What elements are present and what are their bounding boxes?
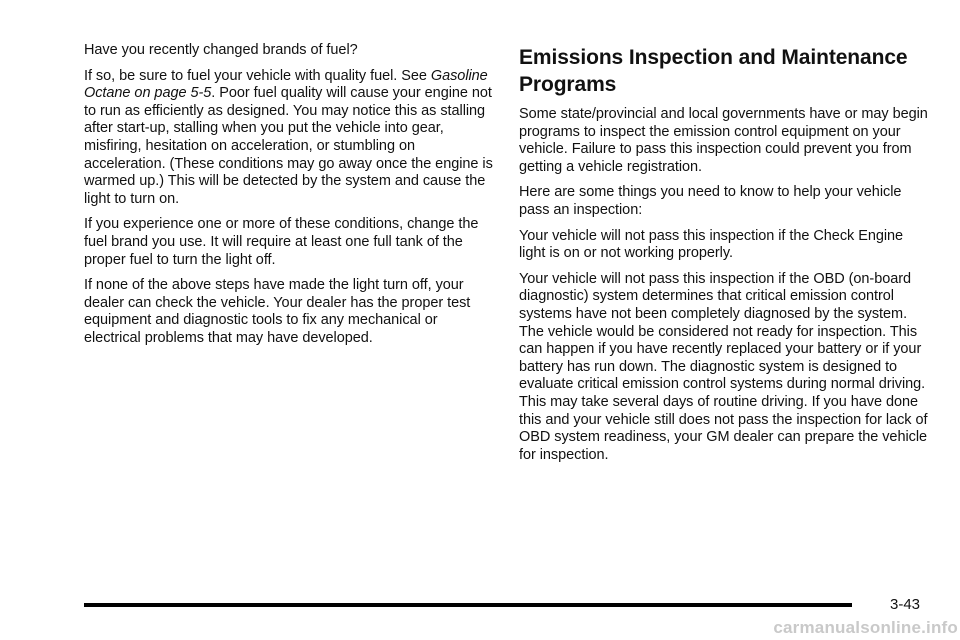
fuel-brand-question: Have you recently changed brands of fuel? [84,42,358,58]
quality-fuel-rest: . Poor fuel quality will cause your engine not to run as efficiently as designed. You may notice this as stalling after start-up, stalling when you put the vehicle into gear, misfiring, hesitation on acceleration, or stumbling on acceleration. (These conditions may go away once the engine is warmed up.) This will be detected by the system and cause the light to turn on. [84,85,493,207]
check-engine-paragraph: Your vehicle will not pass this inspection if the Check Engine light is on or not working properly. [519,227,904,262]
watermark: carmanualsonline.info [773,618,958,637]
right-column [519,44,931,472]
page-number: 3-43 [890,596,921,613]
section-heading: Emissions Inspection and Maintenance Programs [519,46,908,96]
left-column [84,42,496,356]
footer-rule [84,603,852,607]
obd-readiness-paragraph: Your vehicle will not pass this inspection if the OBD (on-board diagnostic) system determines that critical emission control systems have not been completely diagnosed by the system. The vehicle would be considered not ready for inspection. This can happen if you have recently replaced your battery or if your battery has run down. The diagnostic system is designed to evaluate critical emission control systems during normal driving. This may take several days of routine driving. If you have done this and your vehicle still does not pass the inspection for lack of OBD system readiness, your GM dealer can prepare the vehicle for inspection. [519,270,928,463]
change-fuel-paragraph: If you experience one or more of these conditions, change the fuel brand you use. It will require at least one full tank of the proper fuel to turn the light off. [84,216,479,268]
dealer-check-paragraph: If none of the above steps have made the light turn off, your dealer can check the vehicle. Your dealer has the proper test equipment and diagnostic tools to fix any mechanical or electrical problems that may have developed. [84,277,471,346]
inspection-programs-paragraph: Some state/provincial and local governments have or may begin programs to inspect the emission control equipment on your vehicle. Failure to pass this inspection could prevent you from getting a vehicle registration. [519,106,928,175]
things-to-know-paragraph: Here are some things you need to know to help your vehicle pass an inspection: [519,184,902,218]
quality-fuel-intro: If so, be sure to fuel your vehicle with quality fuel. See [84,67,431,84]
quality-fuel-paragraph [84,68,496,209]
gasoline-octane-reference[interactable]: Gasoline Octane on page 5-5 [84,67,488,102]
